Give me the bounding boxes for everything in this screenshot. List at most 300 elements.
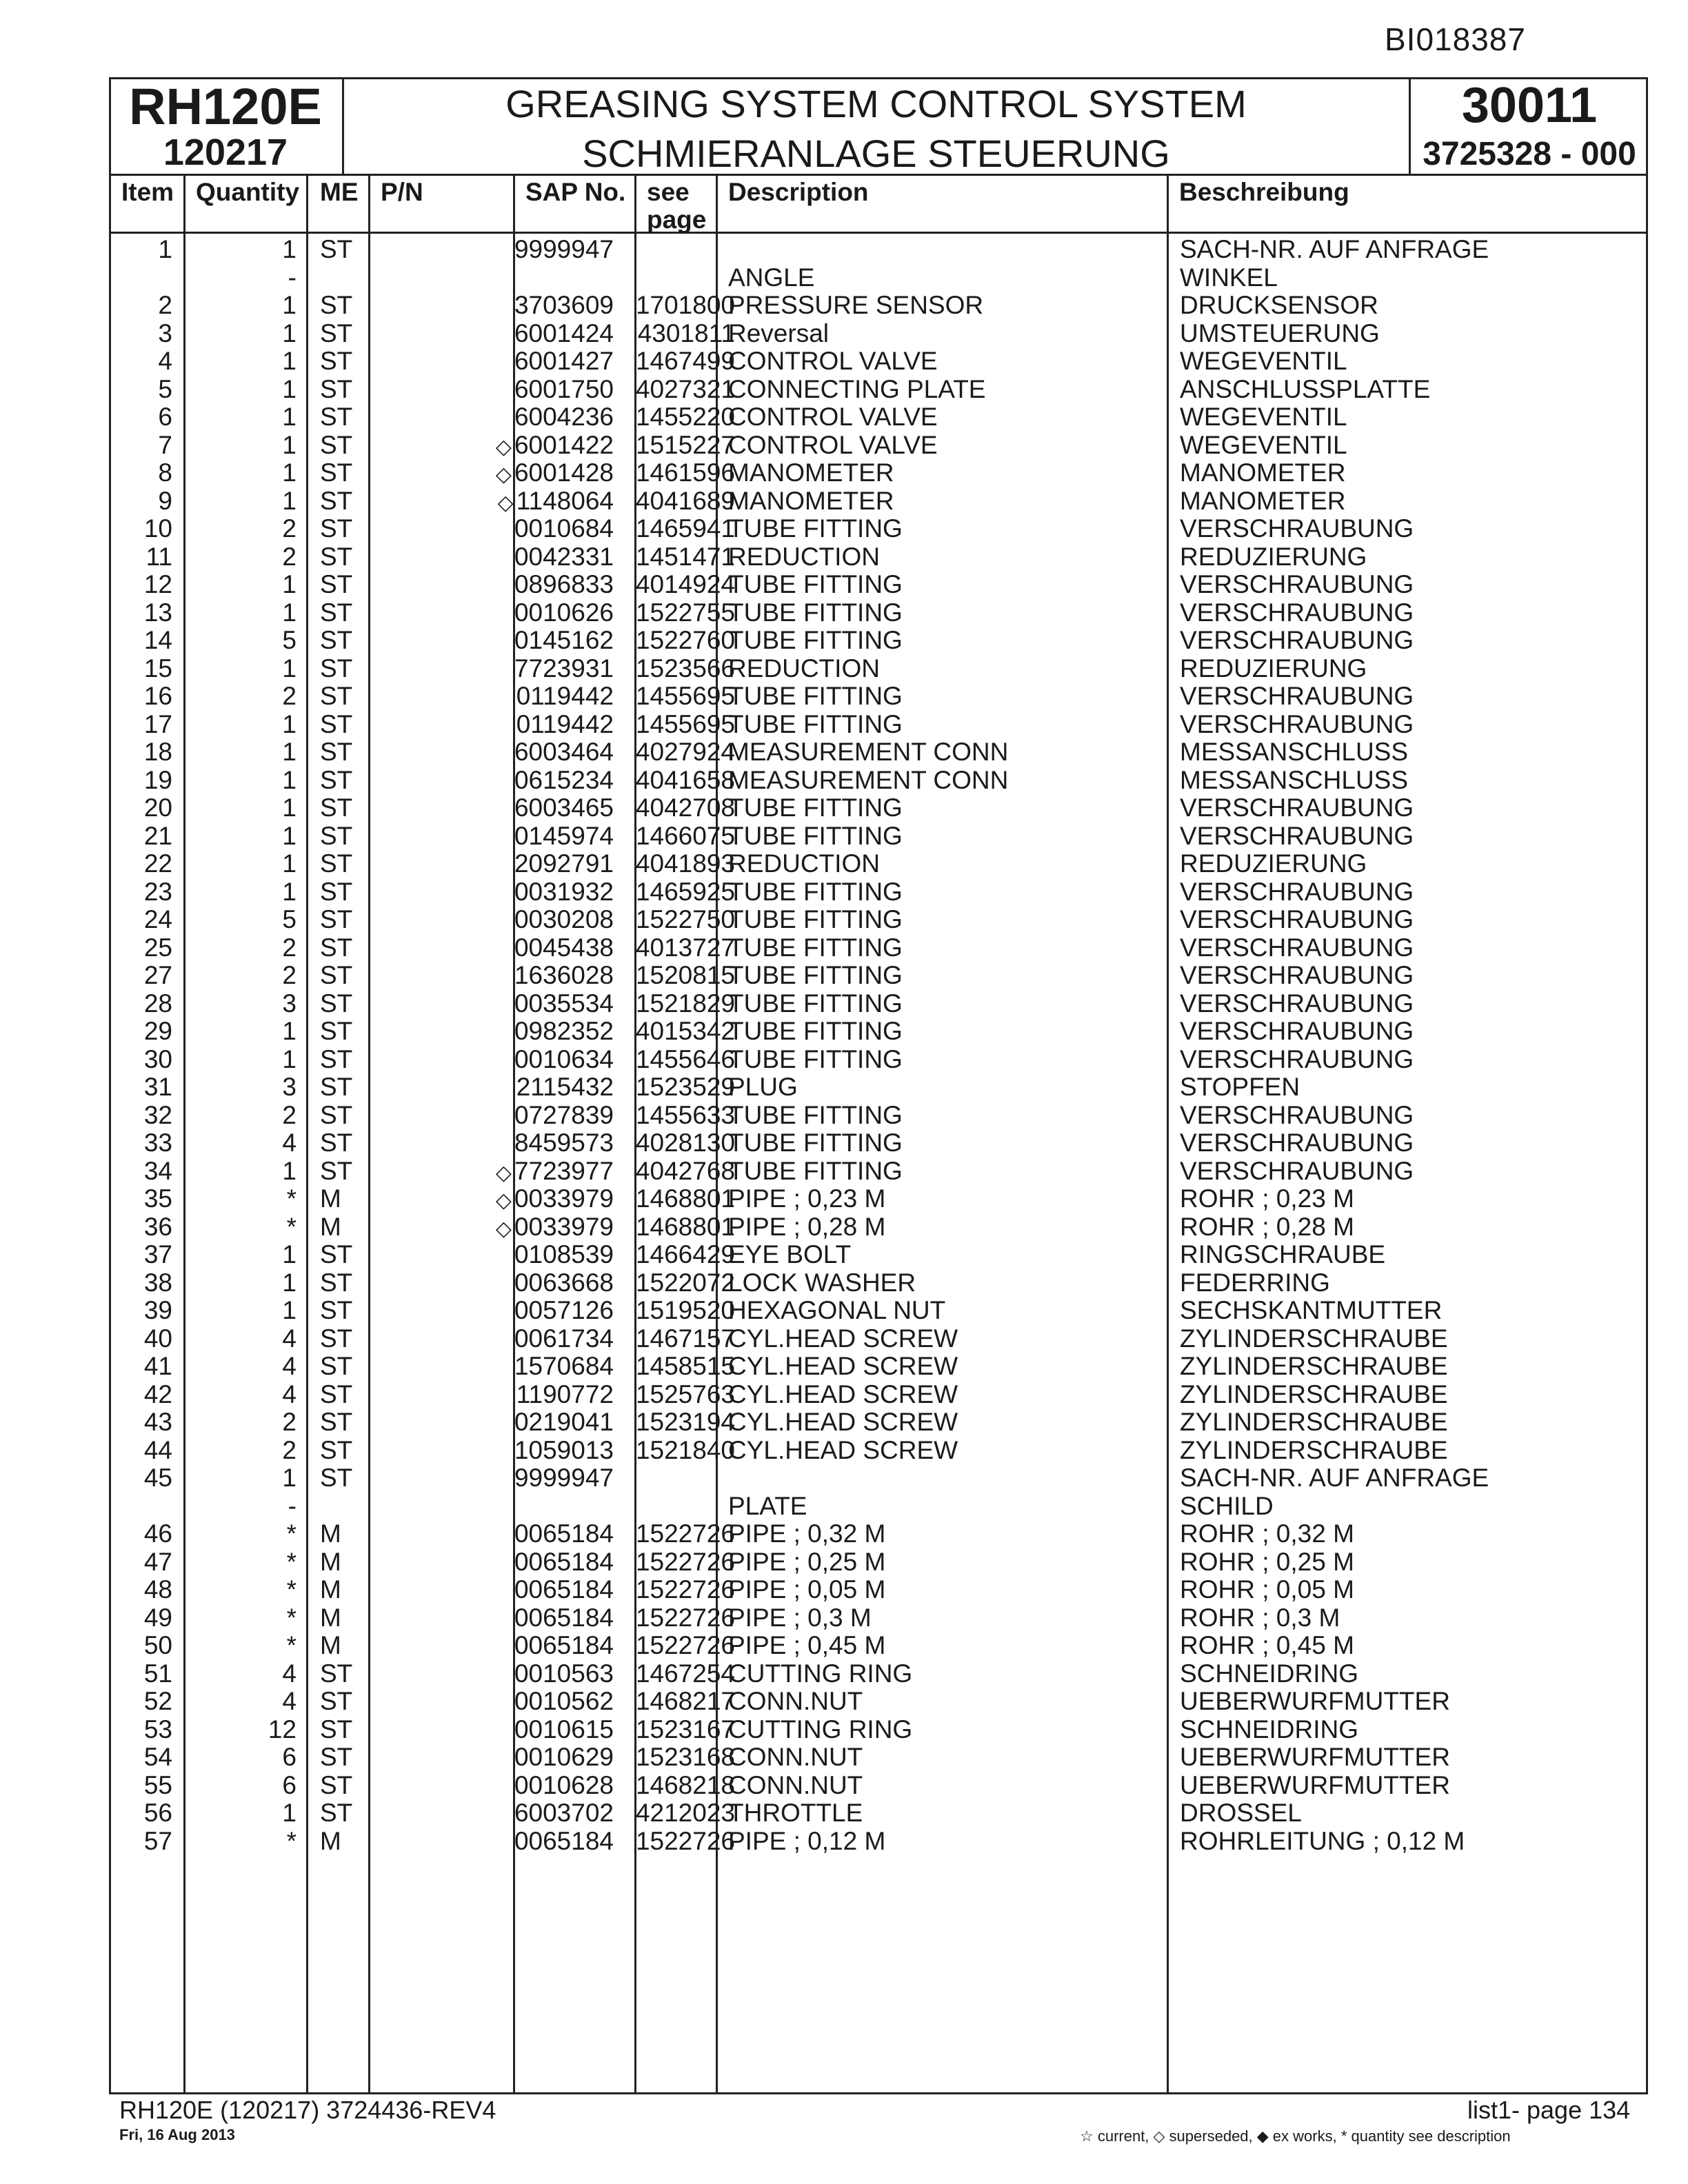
quantity-cell: 2 [282,682,297,710]
item-cell: 20 [143,793,172,822]
quantity-cell: 1 [282,709,297,738]
beschreibung-cell: VERSCHRAUBUNG [1180,1017,1414,1045]
quantity-cell: 1 [282,374,297,403]
part-number-text: 0033979 [514,1184,614,1213]
sap-number-cell: 1466075 [635,821,735,850]
sap-number-cell: 1465925 [635,877,735,906]
description-cell: Reversal [728,318,829,347]
beschreibung-cell: FEDERRING [1180,1268,1330,1297]
sap-number-cell: 4042708 [635,793,735,822]
sap-number-cell: 1521829 [635,989,735,1018]
description-cell: PIPE ; 0,05 M [728,1575,886,1604]
beschreibung-cell: REDUZIERUNG [1180,849,1367,878]
unit-cell: ST [320,905,353,933]
beschreibung-cell: ROHRLEITUNG ; 0,12 M [1180,1826,1465,1855]
part-number-cell: 0982352 [514,1017,614,1045]
beschreibung-cell: VERSCHRAUBUNG [1180,989,1414,1018]
item-cell: 35 [143,1184,172,1213]
superseded-diamond-icon: ◇ [495,1189,512,1212]
table-row [109,599,1648,627]
beschreibung-cell: MANOMETER [1180,486,1346,515]
part-number-cell: 6004236 [514,403,614,431]
quantity-cell: 4 [282,1324,297,1353]
unit-cell: ST [320,682,353,710]
unit-cell: ST [320,570,353,598]
table-row [109,1185,1648,1213]
description-cell: PIPE ; 0,12 M [728,1826,886,1855]
beschreibung-cell: ZYLINDERSCHRAUBE [1180,1408,1448,1436]
part-number-cell: 9999947 [514,235,614,263]
item-cell: 43 [143,1408,172,1436]
quantity-cell: 1 [282,849,297,878]
quantity-cell: 1 [282,654,297,682]
part-number-cell: 3703609 [514,291,614,319]
quantity-cell: 1 [282,318,297,347]
sap-number-cell: 1523529 [635,1073,735,1101]
sap-number-cell: 4041689 [635,486,735,515]
description-cell: CYL.HEAD SCREW [728,1324,958,1353]
description-cell: CONN.NUT [728,1687,863,1715]
sap-number-cell: 1451471 [635,542,735,571]
sap-number-cell: 1467499 [635,347,735,375]
unit-cell: ST [320,542,353,571]
item-cell: 39 [143,1296,172,1324]
description-cell: PLATE [728,1491,807,1520]
table-row [109,1632,1648,1659]
beschreibung-cell: VERSCHRAUBUNG [1180,933,1414,962]
item-cell: 29 [143,1017,172,1045]
table-row [109,711,1648,738]
table-row [109,962,1648,989]
table-row [109,655,1648,682]
part-number-cell: 0108539 [514,1240,614,1268]
sap-number-cell: 1466429 [635,1240,735,1268]
unit-cell: ST [320,1100,353,1129]
quantity-cell: 1 [282,1464,297,1492]
item-cell: 18 [143,738,172,766]
unit-cell: ST [320,1129,353,1157]
sap-number-cell: 1522726 [635,1547,735,1576]
sap-number-cell: 1465941 [635,514,735,543]
unit-cell: ST [320,1073,353,1101]
table-row [109,1213,1648,1241]
table-row [109,1102,1648,1129]
description-cell: TUBE FITTING [728,821,903,850]
unit-cell: ST [320,1464,353,1492]
part-number-cell: 0219041 [514,1408,614,1436]
item-cell: 48 [143,1575,172,1604]
unit-cell: M [320,1547,341,1576]
quantity-cell: 1 [282,1240,297,1268]
beschreibung-cell: SACH-NR. AUF ANFRAGE [1180,1464,1489,1492]
part-number-text: 1148064 [516,486,614,515]
superseded-diamond-icon: ◇ [495,463,512,486]
quantity-cell: 2 [282,514,297,543]
part-number-cell: 0010629 [514,1743,614,1771]
part-number-cell: 0030208 [514,905,614,933]
table-row [109,1018,1648,1045]
quantity-cell: 2 [282,933,297,962]
unit-cell: ST [320,877,353,906]
part-number-cell: 0045438 [514,933,614,962]
unit-cell: ST [320,1687,353,1715]
item-cell: 49 [143,1603,172,1632]
quantity-cell: - [288,263,297,292]
quantity-cell: * [286,1603,297,1632]
description-cell: CYL.HEAD SCREW [728,1435,958,1464]
description-cell: PIPE ; 0,23 M [728,1184,886,1213]
description-cell: CONN.NUT [728,1743,863,1771]
beschreibung-cell: SCHNEIDRING [1180,1715,1359,1743]
description-cell: REDUCTION [728,654,880,682]
description-cell: TUBE FITTING [728,877,903,906]
quantity-cell: 2 [282,961,297,989]
table-row [109,543,1648,571]
description-cell: PRESSURE SENSOR [728,291,984,319]
beschreibung-cell: ROHR ; 0,32 M [1180,1519,1354,1548]
beschreibung-cell: REDUZIERUNG [1180,542,1367,571]
description-cell: TUBE FITTING [728,905,903,933]
quantity-cell: 4 [282,1687,297,1715]
sap-number-cell: 4014924 [635,570,735,598]
unit-cell: ST [320,291,353,319]
description-cell: REDUCTION [728,542,880,571]
item-cell: 57 [143,1826,172,1855]
item-cell: 42 [143,1379,172,1408]
sap-number-cell: 1523168 [635,1743,735,1771]
beschreibung-cell: SACH-NR. AUF ANFRAGE [1180,235,1489,263]
description-cell: MEASUREMENT CONN [728,765,1009,794]
sap-number-cell: 1467157 [635,1324,735,1353]
beschreibung-cell: VERSCHRAUBUNG [1180,514,1414,543]
item-cell: 46 [143,1519,172,1548]
table-row [109,459,1648,487]
part-number-cell: 1636028 [514,961,614,989]
item-cell: 14 [143,626,172,654]
beschreibung-cell: VERSCHRAUBUNG [1180,1044,1414,1073]
quantity-cell: 1 [282,1268,297,1297]
sap-number-cell: 4042768 [635,1156,735,1185]
part-number-text: 6001428 [514,458,614,487]
item-cell: 30 [143,1044,172,1073]
quantity-cell: 1 [282,235,297,263]
unit-cell: ST [320,1324,353,1353]
table-row [109,878,1648,906]
beschreibung-cell: ROHR ; 0,45 M [1180,1631,1354,1659]
description-cell: TUBE FITTING [728,709,903,738]
unit-cell: M [320,1575,341,1604]
sap-number-cell: 1522726 [635,1826,735,1855]
beschreibung-cell: VERSCHRAUBUNG [1180,626,1414,654]
unit-cell: ST [320,626,353,654]
unit-cell: ST [320,1044,353,1073]
description-cell: ANGLE [728,263,815,292]
column-header-me: ME [320,178,359,206]
item-cell: 13 [143,598,172,627]
table-row [109,1381,1648,1408]
item-cell: 21 [143,821,172,850]
column-header-beschreibung: Beschreibung [1179,178,1349,206]
table-row [109,487,1648,515]
beschreibung-cell: DRUCKSENSOR [1180,291,1378,319]
item-cell: 17 [143,709,172,738]
part-number-cell: 8459573 [514,1129,614,1157]
unit-cell: ST [320,1268,353,1297]
description-cell: TUBE FITTING [728,1017,903,1045]
quantity-cell: * [286,1184,297,1213]
part-number-text: 7723977 [514,1156,614,1185]
part-number-cell: 0065184 [514,1547,614,1576]
part-number-cell: 0010628 [514,1770,614,1799]
unit-cell: ST [320,961,353,989]
quantity-cell: 2 [282,1100,297,1129]
sap-number-cell: 1455220 [635,403,735,431]
footer-document-ref: RH120E (120217) 3724436-REV4 [119,2096,496,2124]
part-number-cell: 0119442 [516,682,614,710]
part-number-cell: 6001424 [514,318,614,347]
part-number-cell: 0061734 [514,1324,614,1353]
description-cell: CYL.HEAD SCREW [728,1352,958,1380]
sap-number-cell: 4027924 [635,738,735,766]
unit-cell: ST [320,1715,353,1743]
description-cell: PIPE ; 0,45 M [728,1631,886,1659]
sap-number-cell: 4027321 [635,374,735,403]
column-header-pn: P/N [381,178,423,206]
unit-cell: M [320,1603,341,1632]
unit-cell: ST [320,374,353,403]
part-number-cell: 0010615 [514,1715,614,1743]
sap-number-cell: 1701800 [635,291,735,319]
sap-number-cell: 1522760 [635,626,735,654]
description-cell: TUBE FITTING [728,598,903,627]
part-number-cell: 0042331 [514,542,614,571]
quantity-cell: 1 [282,347,297,375]
beschreibung-cell: WEGEVENTIL [1180,430,1347,459]
unit-cell: M [320,1631,341,1659]
table-row [109,571,1648,598]
item-cell: 6 [158,403,172,431]
quantity-cell: 1 [282,1044,297,1073]
item-cell: 23 [143,877,172,906]
quantity-cell: 12 [268,1715,297,1743]
quantity-cell: * [286,1631,297,1659]
sap-number-cell: 1468801 [635,1212,735,1241]
column-header-description: Description [728,178,869,206]
description-cell: CYL.HEAD SCREW [728,1408,958,1436]
quantity-cell: 1 [282,765,297,794]
quantity-cell: 2 [282,542,297,571]
table-row [109,794,1648,822]
item-cell: 31 [143,1073,172,1101]
description-cell: TUBE FITTING [728,793,903,822]
table-row [109,1408,1648,1436]
part-number-cell: 0010626 [514,598,614,627]
beschreibung-cell: ROHR ; 0,28 M [1180,1212,1354,1241]
unit-cell: ST [320,793,353,822]
superseded-diamond-icon: ◇ [495,1217,512,1240]
sap-number-cell: 1522755 [635,598,735,627]
item-cell: 32 [143,1100,172,1129]
description-cell: TUBE FITTING [728,570,903,598]
quantity-cell: 4 [282,1129,297,1157]
unit-cell: ST [320,738,353,766]
table-row [109,906,1648,933]
beschreibung-cell: SCHNEIDRING [1180,1659,1359,1688]
table-row [109,515,1648,543]
unit-cell: ST [320,709,353,738]
beschreibung-cell: WEGEVENTIL [1180,403,1347,431]
unit-cell: ST [320,486,353,515]
sap-number-cell: 1468217 [635,1687,735,1715]
footer-page-number: list1- page 134 [1467,2096,1631,2124]
part-number-cell: 0057126 [514,1296,614,1324]
beschreibung-cell: STOPFEN [1180,1073,1300,1101]
sap-number-cell: 1522726 [635,1631,735,1659]
description-cell: PLUG [728,1073,798,1101]
sap-number-cell: 1468801 [635,1184,735,1213]
item-cell: 22 [143,849,172,878]
part-number-cell: 0065184 [514,1631,614,1659]
table-row [109,264,1648,292]
item-cell: 38 [143,1268,172,1297]
unit-cell: ST [320,1240,353,1268]
part-number-cell: 0145974 [514,821,614,850]
unit-cell: ST [320,1379,353,1408]
unit-cell: M [320,1212,341,1241]
item-cell: 50 [143,1631,172,1659]
description-cell: MANOMETER [728,458,894,487]
part-number-cell: 6001750 [514,374,614,403]
table-row [109,403,1648,431]
quantity-cell: 4 [282,1379,297,1408]
beschreibung-cell: VERSCHRAUBUNG [1180,1129,1414,1157]
unit-cell: ST [320,821,353,850]
table-row [109,627,1648,654]
table-row [109,1269,1648,1297]
beschreibung-cell: ZYLINDERSCHRAUBE [1180,1379,1448,1408]
quantity-cell: 5 [282,905,297,933]
column-header-item: Item [121,178,174,206]
description-cell: MEASUREMENT CONN [728,738,1009,766]
quantity-cell: 1 [282,877,297,906]
unit-cell: M [320,1184,341,1213]
sap-number-cell: 1455695 [635,682,735,710]
part-number-cell: 0010563 [514,1659,614,1688]
quantity-cell: 1 [282,403,297,431]
description-cell: TUBE FITTING [728,1100,903,1129]
unit-cell: M [320,1826,341,1855]
item-cell: 36 [143,1212,172,1241]
description-cell: CONTROL VALVE [728,403,938,431]
table-row [109,320,1648,347]
description-cell: TUBE FITTING [728,933,903,962]
superseded-diamond-icon: ◇ [497,491,514,514]
item-cell: 25 [143,933,172,962]
description-cell: EYE BOLT [728,1240,852,1268]
group-number: 30011 [1461,78,1598,133]
title-english: GREASING SYSTEM CONTROL SYSTEM [505,82,1247,125]
sap-number-cell: 4301811 [637,318,735,347]
quantity-cell: 5 [282,626,297,654]
item-cell: 34 [143,1156,172,1185]
beschreibung-cell: UEBERWURFMUTTER [1180,1687,1450,1715]
description-cell: HEXAGONAL NUT [728,1296,946,1324]
item-cell: 7 [158,430,172,459]
part-number-cell: 0145162 [514,626,614,654]
table-row [109,682,1648,710]
beschreibung-cell: ROHR ; 0,25 M [1180,1547,1354,1576]
sap-number-cell: 1519520 [635,1296,735,1324]
column-header-see-page-2: page [647,205,707,234]
part-number-cell: 0010634 [514,1044,614,1073]
unit-cell: ST [320,849,353,878]
part-number-cell: 7723931 [514,654,614,682]
sap-number-cell: 4041893 [635,849,735,878]
item-cell: 47 [143,1547,172,1576]
part-number-cell: 6003465 [514,793,614,822]
drawing-number: 3725328 - 000 [1423,136,1636,172]
table-row [109,990,1648,1018]
sap-number-cell: 4028130 [635,1129,735,1157]
sap-number-cell: 1523194 [635,1408,735,1436]
unit-cell: ST [320,458,353,487]
description-cell: LOCK WASHER [728,1268,916,1297]
part-number-text: 6001422 [514,430,614,459]
description-cell: TUBE FITTING [728,1044,903,1073]
beschreibung-cell: SCHILD [1180,1491,1274,1520]
beschreibung-cell: VERSCHRAUBUNG [1180,905,1414,933]
quantity-cell: 1 [282,821,297,850]
quantity-cell: 1 [282,1799,297,1827]
model-serial: 120217 [163,132,288,173]
description-cell: REDUCTION [728,849,880,878]
quantity-cell: 1 [282,486,297,515]
description-cell: TUBE FITTING [728,961,903,989]
quantity-cell: * [286,1575,297,1604]
description-cell: TUBE FITTING [728,1129,903,1157]
table-row [109,738,1648,766]
table-row [109,432,1648,459]
sap-number-cell: 1522750 [635,905,735,933]
table-row [109,1576,1648,1604]
sap-number-cell: 1455646 [635,1044,735,1073]
sap-number-cell: 4212023 [635,1799,735,1827]
item-cell: 54 [143,1743,172,1771]
quantity-cell: 1 [282,598,297,627]
table-row [109,1464,1648,1492]
description-cell: CUTTING RING [728,1715,913,1743]
quantity-cell: * [286,1547,297,1576]
item-cell: 2 [158,291,172,319]
beschreibung-cell: MESSANSCHLUSS [1180,765,1409,794]
unit-cell: ST [320,1659,353,1688]
item-cell: 55 [143,1770,172,1799]
part-number-cell: 9999947 [514,1464,614,1492]
beschreibung-cell: WINKEL [1180,263,1278,292]
description-cell: CONTROL VALVE [728,347,938,375]
part-number-cell: 0615234 [514,765,614,794]
description-cell: PIPE ; 0,32 M [728,1519,886,1548]
item-cell: 8 [158,458,172,487]
beschreibung-cell: VERSCHRAUBUNG [1180,682,1414,710]
table-row [109,1688,1648,1715]
table-row [109,1660,1648,1688]
item-cell: 53 [143,1715,172,1743]
table-row [109,850,1648,878]
table-row [109,822,1648,850]
description-cell: CONNECTING PLATE [728,374,986,403]
item-cell: 27 [143,961,172,989]
